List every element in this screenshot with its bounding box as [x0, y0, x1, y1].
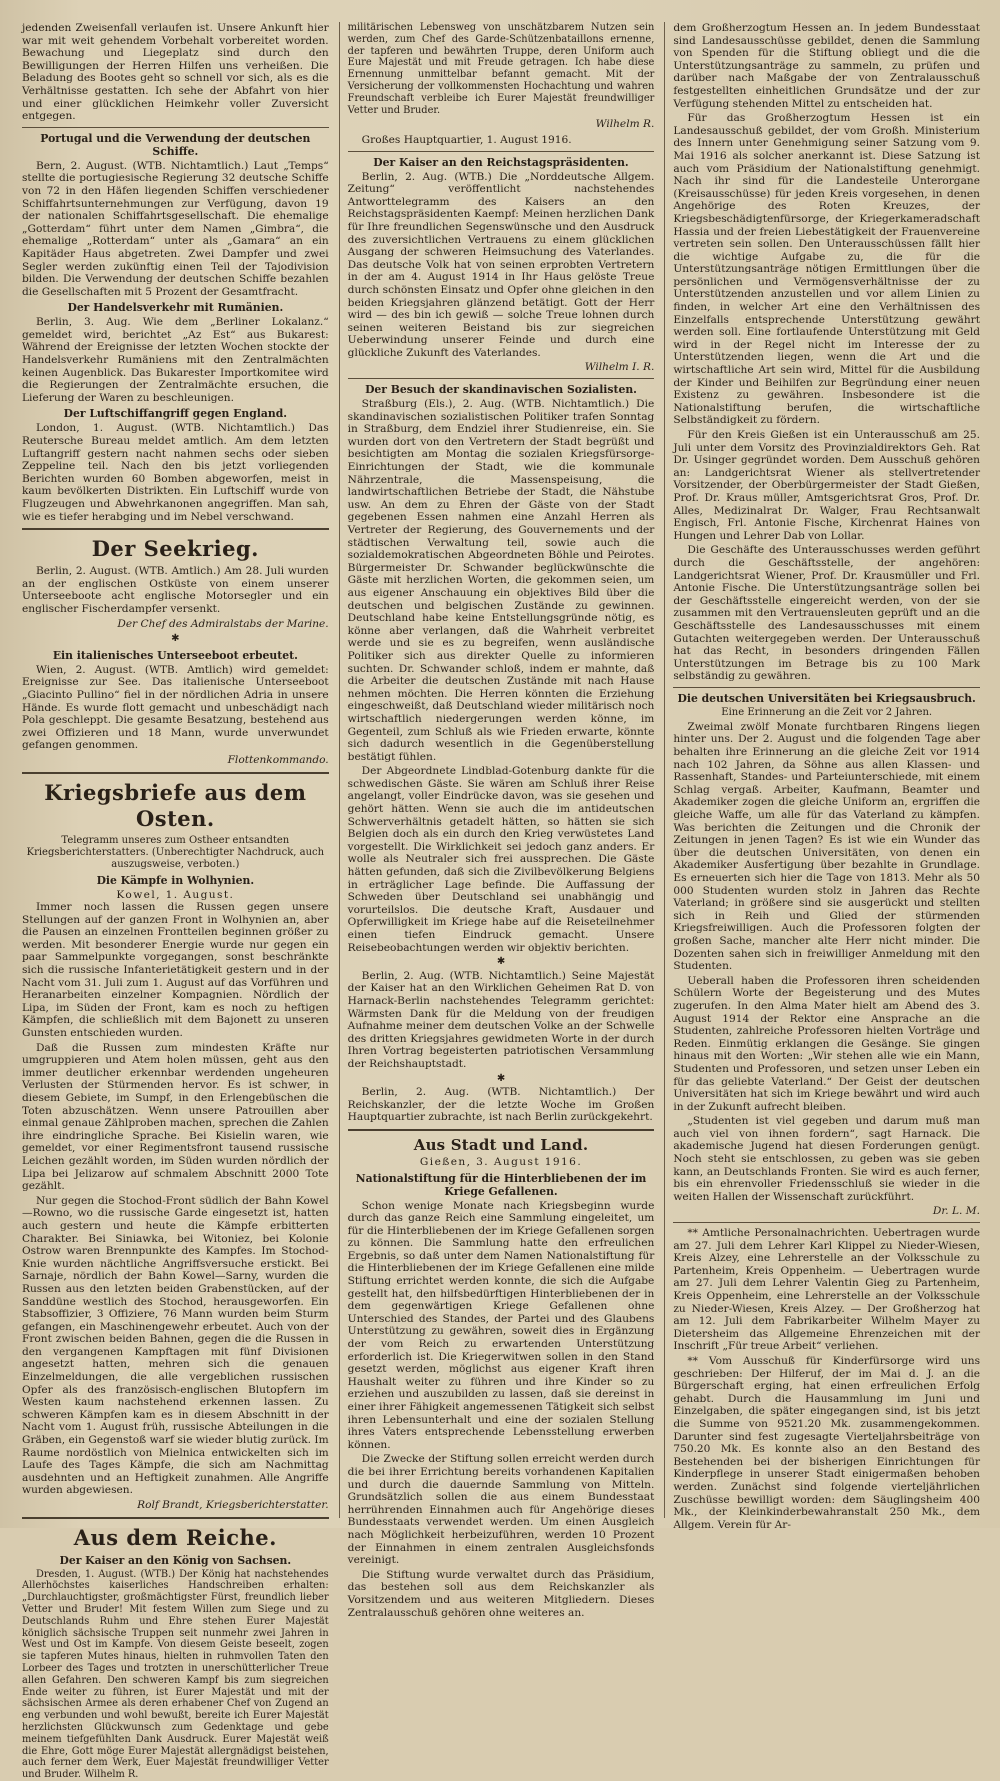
column-left: [22, 22, 329, 1781]
article-text: Berlin, 2. August. (WTB. Amtlich.) Am 28. Juli wurden an der englischen Ostküste von einem unserer Unterseeboote acht englische Motorsegler und ein englischer Fischerdampfer versenkt.: [22, 565, 329, 615]
article-text: ** Amtliche Personalnachrichten. Uebertragen wurde am 27. Juli dem Lehrer Karl Klippel zu Nieder-Wiesen, Kreis Alzey, eine Lehrerstelle an der Volksschule zu Partenheim, Kreis Oppenheim. — Uebertragen wurde am 27. Juli dem Lehrer Valentin Gieg zu Partenheim, Kreis Oppenheim, eine Lehrerstelle an der Volksschule zu Nieder-Wiesen, Kreis Alzey. — Der Großherzog hat am 12. Juli dem Fabrikarbeiter Wilhelm Mayer zu Dietersheim das Allgemeine Ehrenzeichen mit der Inschrift „Für treue Arbeit“ verliehen.: [673, 1227, 981, 1353]
article-text: Daß die Russen zum mindesten Kräfte nur umgruppieren und Atem holen müssen, geht aus den immer deutlicher erkennbar werdenden ungeheuren Verlusten der Stürmenden hervor. Es ist schwer, in diesem Gebiete, im Sumpf, in den Erlengebüschen die Toten abzuschätzen. Wenn unsere Patrouillen aber einmal genaue Zählproben machen, sprechen die Zahlen ihre eindringliche Sprache. Bei Kisielin waren, wie gemeldet, vor einer Regimentsfront tausend russische Leichen gezählt worden, im Süden wurden nördlich der Lipa bei Jelizarow auf schmalem Abschnitt 2000 Tote gezählt.: [22, 1041, 329, 1193]
headline-unterseeboot: Ein italienisches Unterseeboot erbeutet.: [52, 648, 298, 662]
headline-reichstag: Der Kaiser an den Reichstagspräsidenten.: [373, 155, 629, 169]
article-text: Der Abgeordnete Lindblad-Gotenburg dankte für die schwedischen Gäste. Sie wären am Schluß ihrer Reise angelangt, voller Eindrücke davon, was sie gesehen und gehört hätten. Wenn sie auch die im antideutschen Schwerverhältnis getadelt hätten, so hätten sie sich Belgien doch als ein durch den Krieg verwüstetes Land vorgestellt. Die Wirklichkeit sei jedoch ganz anders. Er wolle als Neutraler sich frei aussprechen. Die Gäste hätten gefunden, daß sich die Zivilbevölkerung Belgiens in erträglicher Lage befinde. Die Auffassung der Schweden über Deutschland sei unabhängig und vorurteilslos. Die deutsche Kraft, Ausdauer und Opferwilligkeit im Kriege habe auf die Reiseteilnehmer einen tiefen Eindruck gemacht. Unsere Reisebeobachtungen werden wir objektiv berichten.: [347, 765, 655, 954]
article-text: Straßburg (Els.), 2. Aug. (WTB. Nichtamtlich.) Die skandinavischen sozialistischen Politiker trafen Sonntag in Straßburg, dem Endziel ihrer Studienreise, ein. Sie wurden dort von den Vertretern der Stadt begrüßt und besichtigten am Montag die sozialen Kriegsfürsorge-Einrichtungen der Stadt, wie die kommunale Nährzentrale, die Massenspeisung, die landwirtschaftlichen Betriebe der Stadt, die Nähstube usw. An dem zu Ehren der Gäste von der Stadt gegebenen Essen nahmen eine Anzahl Herren als Vertreter der Regierung, des Gouvernements und der städtischen Verwaltung teil, sowie auch die sozialdemokratischen Abgeordneten Böhle und Peirotes. Bürgermeister Dr. Schwander beglückwünschte die Gäste mit herzlichen Worten, die gekommen seien, um aus eigener Anschauung ein objektives Bild über die deutschen und belgischen Zustände zu gewinnen. Deutschland habe keine Entstellungsgründe nötig, es könne aber verlangen, daß die Wahrheit verbreitet werde und sie es zu begreifen, wenn ausländische Politiker sich aus direkter Quelle zu informieren suchten. Dr. Schwander schloß, indem er mahnte, daß die Arbeiter die deutschen Zustände mit nach Hause nehmen möchten. Die Herren könnten die Erziehung eingeschweißt, daß Deutschland wieder militärisch noch wirtschaftlich niedergerungen werden könne, im Gegenteil, zum Schluß als wie Frieden erwarte, könnte sich dadurch wesentlich in die Gegenüberstellung bestätigt fühlen.: [347, 398, 655, 763]
signature: Dr. L. M.: [932, 1205, 981, 1218]
signature: Rolf Brandt, Kriegsberichterstatter.: [137, 1499, 329, 1511]
divider: [348, 151, 655, 152]
article-text: „Studenten ist viel gegeben und darum muß man auch viel von ihnen fordern“, sagt Harnack. Die akademische Jugend hat diesen Forderungen genügt. Noch steht sie entschlossen, zu geben was sie geben kann, an Deutschlands Fronten. Sie wird es auch ferner, bis ein ehrenvoller Friedensschluß sie wieder in die weiten Hallen der Wissenschaft zurückführt.: [673, 1115, 981, 1203]
article-text: Für den Kreis Gießen ist ein Unterausschuß am 25. Juli unter dem Vorsitz des Provinzialdirektors Geh. Rat Dr. Usinger gegründet worden. Dem Ausschuß gehören an: Landgerichtsrat Wiener als stellvertretender Vorsitzender, der Oberbürgermeister der Stadt Gießen, Prof. Dr. Kraus müller, Amtsgerichtsrat Gros, Prof. Dr. Alles, Medizinalrat Dr. Walger, Frau Rechtsanwalt Engisch, Frl. Antonie Fische, Kirchenrat Haines von Hungen und Lehrer Dab von Lollar.: [673, 429, 981, 542]
headline-kaempfe: Die Kämpfe in Wolhynien.: [96, 873, 255, 887]
separator-star: ✱: [496, 1072, 506, 1084]
article-text: ** Vom Ausschuß für Kinderfürsorge wird uns geschrieben: Der Hilferuf, der im Mai d. J. an die Bürgerschaft erging, hat einen erfreulichen Erfolg gehabt. Durch die Hausammlung im Juni und Einzelgaben, die später eingegangen sind, ist bis jetzt die Summe von 9521.20 Mk. zusammengekommen. Darunter sind fest zugesagte Vierteljahrsbeiträge von 750.20 Mk. Es konnte also an den Bestand des Bestehenden bei der bisherigen Einrichtungen für Kinderpflege in unserer Stadt einigermaßen behoben werden. Zunächst sind folgende vierteljährlichen Zuschüsse bewilligt worden: dem Säuglingsheim 400 Mk., der Kleinkinderbewahranstalt 250 Mk., dem Allgem. Verein für Ar-: [673, 1354, 981, 1531]
section-heading-reiche: Aus dem Reiche.: [73, 1524, 277, 1550]
divider: [348, 378, 655, 379]
article-text: jedenden Zweisenfall verlaufen ist. Unsere Ankunft hier war mit weit gehendem Vorbehalt vorbereitet worden. Bewachung und Liegeplatz sind durch den Bewilligungen der Herren Hilfen uns verheißen. Die Beladung des Bootes geht so schnell vor sich, als es die Verhältnisse gestatten. Ich sehe der Abfahrt von hier und einer glücklichen Heimkehr voller Zuversicht entgegen.: [22, 22, 329, 123]
signature: Der Chef des Admiralstabs der Marine.: [117, 617, 329, 630]
headline-universitaeten: Die deutschen Universitäten bei Kriegsausbruch.: [677, 691, 976, 705]
signature: Flottenkommando.: [227, 753, 329, 766]
article-text: Schon wenige Monate nach Kriegsbeginn wurde durch das ganze Reich eine Sammlung eingeleitet, um für die Hinterbliebenen der im Kriege Gefallenen sorgen zu können. Die Sammlung hatte den erfreulichen Ergebnis, so daß unter dem Namen Nationalstiftung für die Hinterbliebenen der im Kriege Gefallenen eine milde Stiftung errichtet werden konnte, die sich die Aufgabe gestellt hat, den hilfsbedürftigen Hinterbliebenen der in dem gegenwärtigen Kriege Gefallenen ohne Unterschied des Standes, der Partei und des Glaubens Unterstützung zu gewähren, soweit dies in Ergänzung der vom Reich zu erwartenden Unterstützung erforderlich ist. Die Kriegerwitwen sollen in den Stand gesetzt werden, möglichst aus eigener Kraft ihren Haushalt weiter zu führen und ihre Kinder so zu erziehen und auszubilden zu lassen, daß sie dereinst in einer ihrer Fähigkeit angemessenen Tätigkeit sich selbst ihren Lebensunterhalt und eine der sozialen Stellung ihres Vaters entsprechende Lebensstellung erwerben können.: [347, 1199, 655, 1451]
article-text: Die Stiftung wurde verwaltet durch das Präsidium, das bestehen soll aus dem Reichskanzler als Vorsitzendem und aus weiteren Mitgliedern. Dieses Zentralausschuß gehören ohne weiteres an.: [347, 1568, 655, 1619]
article-text: Für das Großherzogtum Hessen ist ein Landesausschuß gebildet, der vom Großh. Ministerium des Innern unter Genehmigung seiner Satzung vom 9. Mai 1916 als solcher anerkannt ist. Diese Satzung ist auch vom Präsidium der Nationalstiftung genehmigt. Nach ihr sind für die Landesteile Unterorgane (Kreisausschüsse) für jeden Kreis vorgesehen, in denen Angehörige des Roten Kreuzes, der Kriegsbeschädigtenfürsorge, der Kriegerkameradschaft Hassia und der freien Liebestätigkeit der Frauenvereine vertreten sein sollen. Den Unterausschüssen fällt hier die wichtige Aufgabe zu, die für die Unterstützungsanträge nötigen Ermittlungen über die persönlichen und Vermögensverhältnisse der zu Unterstützenden anzustellen und vor allem Linien zu finden, in welcher Art eine den Verhältnissen des Einzelfalls entsprechende Unterstützung gewährt werden soll. Eine fortlaufende Unterstützung mit Geld wird in der Regel nicht im Interesse der zu Unterstützenden liegen, wenn die Art und die wirtschaftliche Art sein wird, Mittel für die Ausbildung der Kinder und Beihilfen zur Begründung einer neuen Existenz zu gewähren. Insbesondere ist die Nationalstiftung berufen, die wirtschaftliche Selbständigkeit zu fördern.: [673, 112, 981, 427]
dateline: Kowel, 1. August.: [116, 888, 235, 901]
subheading: Eine Erinnerung an die Zeit vor 2 Jahren.: [721, 706, 933, 718]
separator-star: ✱: [171, 633, 180, 645]
column-middle: [339, 22, 655, 1619]
article-text: dem Großherzogtum Hessen an. In jedem Bundesstaat sind Landesausschüsse gebildet, denen die Sammlung von Spenden für die Stiftung obliegt und die die Unterstützungsanträge zu sammeln, zu prüfen und darüber nach Maßgabe der von Zentralausschuß festgestellten einheitlichen Grundsätze und der zur Verfügung stehenden Mittel zu entscheiden hat.: [673, 22, 981, 110]
signature: Wilhelm R.: [595, 118, 655, 131]
divider: [673, 1222, 980, 1223]
article-text: Dresden, 1. August. (WTB.) Der König hat nachstehendes Allerhöchstes kaiserliches Handschreiben erhalten: „Durchlauchtigster, großmächtigster Fürst, freundlich lieber Vetter und Bruder! Mit festem Willen zum Siege und zu Deutschlands Ruhm und Ehre stehen Eurer Majestät königlich sächsische Truppen seit nunmehr zwei Jahren in West und Ost im Kampfe. Von diesem Geiste beseelt, zogen sie tapferen Mutes hinaus, hielten in ruhmvollen Taten den Lorbeer des Tages und trotzten in unerschütterlicher Treue allen Gefahren. Den schweren Kampf bis zum siegreichen Ende weiter zu führen, ist Eurer Majestät und mit der sächsischen Armee als deren erhabener Chef von Zugend an eng verbunden und wohl bewußt, bereite ich Eurer Majestät herzlichsten Glückwunsch zum Gedenktage und gebe meinem tiefgefühlten Dank Ausdruck. Eurer Majestät weiß die Ehre, Gott möge Eurer Majestät allergnädigst beistehen, auch ferner dem Werk, Euer Majestät freundwilliger Vetter und Bruder. Wilhelm R.: [22, 1568, 329, 1781]
section-heading-seekrieg: Der Seekrieg.: [91, 536, 259, 562]
article-text: Berlin, 2. Aug. (WTB.) Die „Norddeutsche Allgem. Zeitung“ veröffentlicht nachstehendes Antworttelegramm des Kaisers an den Reichstagspräsidenten Kaempf: Meinen herzlichen Dank für Ihre freundlichen Segenswünsche und den Ausdruck des zuversichtlichen Vertrauens zu einem glücklichen Ausgang der schweren Heimsuchung des Vaterlandes. Das deutsche Volk hat von seinen erprobten Vertretern in der am 4. August 1914 in Ihr Haus gelöste Treue durch schönsten Einsatz und Opfer ohne gleichen in den beiden Kriegsjahren glänzend betätigt. Gott der Herr wird — des bin ich gewiß — solche Treue lohnen durch seinen weiteren Beistand bis zur siegreichen Ueberwindung unserer Feinde und durch eine glückliche Zukunft des Vaterlandes.: [347, 170, 655, 359]
headline-luftschiff: Der Luftschiffangriff gegen England.: [63, 407, 288, 421]
divider: [22, 528, 329, 530]
divider: [673, 687, 980, 688]
column-right: [664, 22, 981, 1531]
article-text: Zweimal zwölf Monate furchtbaren Ringens liegen hinter uns. Der 2. August und die folgenden Tage aber behalten ihre Erinnerung an die gleiche Zeit vor 1914 nach 102 Jahren, da Söhne aus allen Klassen- und Rassenhaft, Standes- und Parteiunterschiede, mit einem Schlag vergaß. Arbeiter, Kaufmann, Beamter und Akademiker zogen die gleiche Uniform an, ergriffen die gleiche Waffe, um alle für das Vaterland zu kämpfen. Was berichten die Zeitungen und die Chronik der Zeitungen in jenen Tagen? Es ist wie ein Wunder das über die deutschen Universitäten, von denen ein Akademiker Ausfertigung über bezahlte in Grundlage. Es erneuerten sich hier die Tage von 1813. Mehr als 50 000 Studenten wurden stolz in Jahren das Rechte Vaterland; in größere sind sie ausgerückt und stellten sich in Reih und Glied der stürmenden Kriegsfreiwilligen. Auch die Professoren folgten der großen Sache, mancher alte Herr nicht minder. Die Dozenten sahen sich in freiwilliger Anmeldung mit den Studenten.: [673, 720, 981, 973]
divider: [22, 127, 329, 128]
headline-nationalstiftung: Nationalstiftung für die Hinterbliebenen der im Kriege Gefallenen.: [355, 1171, 647, 1198]
headline-handelsverkehr: Der Handelsverkehr mit Rumänien.: [67, 301, 284, 315]
headline-portugal: Portugal und die Verwendung der deutschen Schiffe.: [40, 131, 311, 158]
separator-star: ✱: [496, 956, 506, 968]
article-text: militärischen Lebensweg von unschätzbarem Nutzen sein werden, zum Chef des Garde-Schützenbataillons ernenne, der tapferen und bewährten Truppe, deren Uniform auch Eure Majestät und mit Freude getragen. Ich habe diese Ernennung unmittelbar befannt gemacht. Mit der Versicherung der vollkommensten Hochachtung und wahren Freundschaft verbleibe ich Eurer Majestät freundwilliger Vetter und Bruder.: [347, 22, 655, 116]
article-text: Immer noch lassen die Russen gegen unsere Stellungen auf der ganzen Front in Wolhynien an, aber die Pausen an einzelnen Frontteilen beginnen größer zu werden. Mit besonderer Energie wurde nur gegen ein paar Sammelpunkte vorgegangen, sonst beschränkte sich die russische Infanterietätigkeit gestern und in der Nacht vom 31. Juli zum 1. August auf das Vorführen und Heranarbeiten einzelner Kompagnien. Nördlich der Lipa, im Süden der Front, kam es noch zu heftigen Kämpfen, die schließlich mit dem Bajonett zu unseren Gunsten entschieden wurden.: [22, 901, 329, 1040]
article-text: Die Zwecke der Stiftung sollen erreicht werden durch die bei ihrer Errichtung bereits vorhandenen Kapitalien und durch die dauernde Sammlung von Mitteln. Grundsätzlich sollen die aus einem Bundesstaat herrührenden Einnahmen auch für Angehörige dieses Bundesstaats verwendet werden. Um einen Ausgleich nach Möglichkeit herbeizuführen, werden 10 Prozent der Einnahmen in einem zentralen Ausgleichsfonds vereinigt.: [347, 1453, 655, 1567]
article-text: Die Geschäfte des Unterausschusses werden geführt durch die Geschäftsstelle, der angehören: Landgerichtsrat Wiener, Prof. Dr. Krausmüller und Frl. Antonie Fische. Die Unterstützungsanträge sollen bei der Geschäftsstelle eingereicht werden, von der sie zusammen mit den Vertrauensleuten geprüft und an die Geschäftsstelle des Landesausschusses mit einem Gutachten weitergegeben werden. Der Unterausschuß hat das Recht, in besonders dringenden Fällen Unterstützungen im Betrage bis zu 100 Mark selbständig zu gewähren.: [673, 544, 981, 683]
article-text: Ueberall haben die Professoren ihren scheidenden Schülern Worte der Begeisterung und des Mutes zugerufen. In den Alma Mater hielt am Abend des 3. August 1914 der Rektor eine Ansprache an die Studenten, zahlreiche Professoren hielten Vorträge und Reden. Einmütig erklangen die Gesänge. Sie gingen hinaus mit den Worten: „Wir stehen alle wie ein Mann, Studenten und Professoren, und setzen unser Leben ein für das geliebte Vaterland.“ Der Geist der deutschen Universitäten hat sich im Kriege bewährt und wird auch in der Zukunft aufrecht bleiben.: [673, 974, 981, 1113]
article-text: Bern, 2. August. (WTB. Nichtamtlich.) Laut „Temps“ stellte die portugiesische Regierung 32 deutsche Schiffe von 72 in den Häfen liegenden Schiffen verschiedener Schiffahrtsunternehmungen zur Verfügung, davon 19 der nationalen Schiffahrtsgesellschaft. Die ehemalige „Gotterdam“ führt unter dem Namen „Gimbra“, die ehemalige „Rotterdam“ unter als „Gamara“ an ein Kapitäder Haus abgetreten. Zwei Dampfer und zwei Segler werden zukünftig einen Teil der Tajodivision bilden. Die Verwendung der deutschen Schiffe bezahlen die Gesellschaften mit 5 Prozent der Gesamtfracht.: [22, 159, 329, 298]
article-text: London, 1. August. (WTB. Nichtamtlich.) Das Reutersche Bureau meldet amtlich. Am dem letzten Luftangriff gestern nacht nahmen sechs oder sieben Zeppeline teil. Nach den bis jetzt vorliegenden Berichten wurden 60 Bomben abgeworfen, meist in kaum bevölkerten Distrikten. Ein Luftschiff wurde von Flugzeugen und Abwehrkanonen angegriffen. Man sah, wie es tiefer herabging und im Nebel verschwand.: [22, 422, 329, 523]
divider: [22, 1517, 329, 1519]
headline-besuch: Der Besuch der skandinavischen Sozialisten.: [365, 383, 637, 397]
article-text: Wien, 2. August. (WTB. Amtlich) wird gemeldet: Ereignisse zur See. Das italienische Unterseeboot „Giacinto Pullino“ fiel in der nördlichen Adria in unsere Hände. Es wurde flott gemacht und unbeschädigt nach Pola geschleppt. Die gesamte Besatzung, bestehend aus zwei Offizieren und 18 Mann, wurde unverwundet gefangen genommen.: [22, 663, 329, 752]
location-line: Großes Hauptquartier, 1. August 1916.: [361, 133, 572, 146]
divider: [22, 772, 329, 774]
dateline: Gießen, 3. August 1916.: [419, 1155, 583, 1168]
article-text: Berlin, 2. Aug. (WTB. Nichtamtlich.) Der Reichskanzler, der die letzte Woche im Großen Hauptquartier zubrachte, ist nach Berlin zurückgekehrt.: [347, 1086, 655, 1124]
subheading: Telegramm unseres zum Ostheer entsandten Kriegsberichterstatters. (Unberechtigter Nachdruck, auch auszugsweise, verboten.): [26, 834, 325, 870]
section-heading-stadt: Aus Stadt und Land.: [413, 1135, 589, 1154]
signature: Wilhelm I. R.: [584, 361, 655, 374]
section-heading-kriegsbriefe: Kriegsbriefe aus dem Osten.: [44, 779, 307, 831]
article-text: Berlin, 3. Aug. Wie dem „Berliner Lokalanz.“ gemeldet wird, berichtet „Az Est“ aus Bukarest: Während der Ereignisse der letzten Wochen stockte der Handelsverkehr Rumäniens mit den Zentralmächten keinen Augenblick. Das Bukarester Importkomitee wird die Regierungen der Zentralmächte ersuchen, die Lieferung der Waren zu beschleunigen.: [22, 316, 329, 404]
divider: [348, 1129, 655, 1131]
article-text: Berlin, 2. Aug. (WTB. Nichtamtlich.) Seine Majestät der Kaiser hat an den Wirklichen Geheimen Rat D. von Harnack-Berlin nachstehendes Telegramm gerichtet: Wärmsten Dank für die Meldung von der freudigen Aufnahme meiner dem deutschen Volke an der Schwelle des dritten Kriegsjahres gewidmeten Worte in der durch Ihren Vortrag begeisterten patriotischen Versammlung der Reichshauptstadt.: [347, 969, 655, 1070]
article-text: Nur gegen die Stochod-Front südlich der Bahn Kowel—Rowno, wo die russische Garde eingesetzt ist, hatten auch gestern und heute die Kämpfe erbitterten Charakter. Bei Siniawka, bei Witoniez, bei Kolonie Ostrow waren Brennpunkte des Kampfes. Im Stochod-Knie wurden nächtliche Angriffsversuche erstickt. Bei Sarnaje, nördlich der Bahn Kowel—Sarny, wurden die Russen aus den letzten beiden Grabenstücken, auf der Sanddüne westlich des Stochod, herausgeworfen. Ein Stabsoffizier, 3 Offiziere, 76 Mann wurden beim Sturm gefangen, ein Maschinengewehr erbeutet. Auch von der Front zwischen beiden Bahnen, gegen die die Russen in den vergangenen Kampftagen mit fünf Divisionen angesetzt hatten, mehren sich die genauen Einzelmeldungen, die alle vergeblichen russischen Opfer als des französisch-englischen Blutopfern im Westen kaum nachstehend erkennen lassen. Zu schweren Kämpfen kam es in diesem Abschnitt in der Nacht vom 1. August früh, russische Abteilungen in die Gräben, ein Gegenstoß warf sie wieder blutig zurück. Im Raume nordöstlich von Mielnica entwickelten sich im Laufe des Tages Kämpfe, die sich am Nachmittag ausdehnten und an Heftigkeit zunahmen. Alle Angriffe wurden abgewiesen.: [22, 1194, 329, 1497]
headline-kaiser-sachsen: Der Kaiser an den König von Sachsen.: [59, 1553, 292, 1567]
